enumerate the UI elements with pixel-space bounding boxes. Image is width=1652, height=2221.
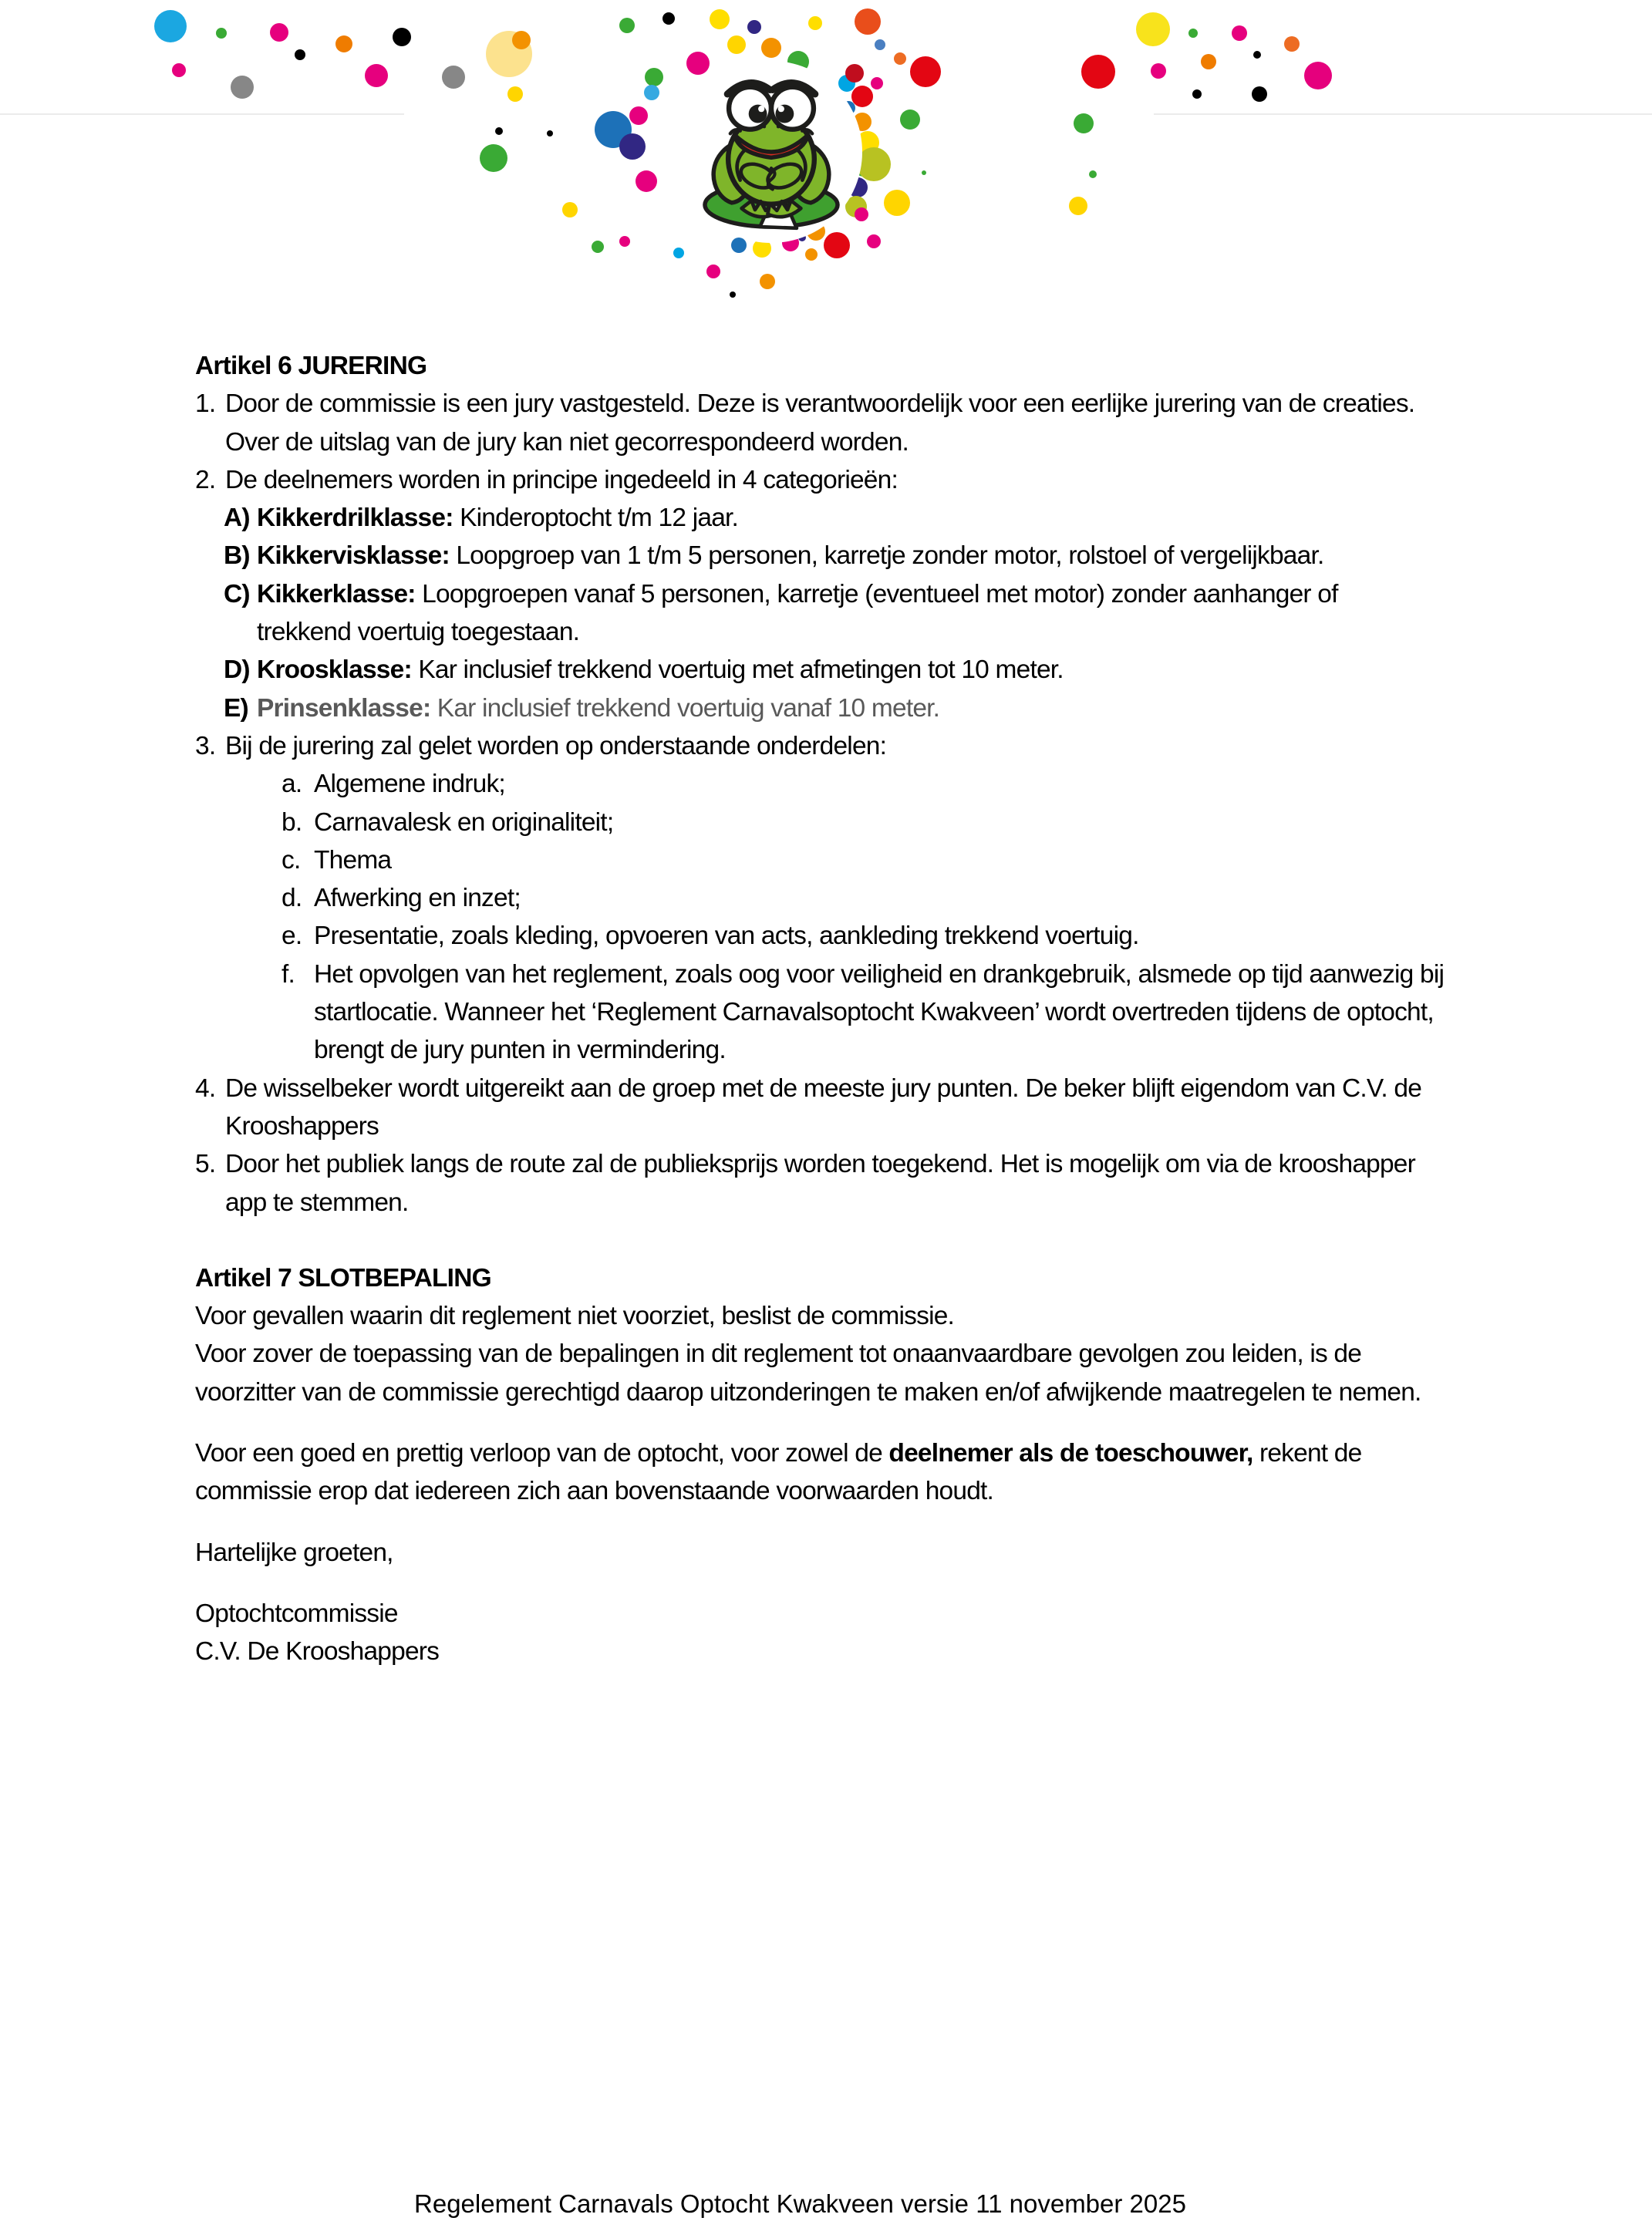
paragraph: [195, 1434, 1458, 1511]
paragraph-text: [195, 1297, 1458, 1335]
text-run: Voor gevallen waarin dit reglement niet voorziet, beslist de commissie.: [195, 1302, 955, 1331]
confetti-dot: [495, 127, 503, 135]
confetti-dot: [1069, 197, 1087, 215]
list-text: [225, 727, 1458, 765]
confetti-dot: [1304, 62, 1332, 89]
blank-line: [195, 1222, 1458, 1259]
confetti-dot: [922, 170, 926, 175]
paragraph: [195, 1297, 1458, 1335]
list-item: [195, 537, 1458, 575]
confetti-dot: [730, 292, 736, 298]
confetti-dot: [867, 234, 881, 248]
confetti-dot: [592, 241, 604, 253]
list-item: [195, 879, 1458, 917]
list-text: [314, 879, 1458, 917]
text-run: Kikkerklasse:: [257, 579, 416, 608]
text-run: Presentatie, zoals kleding, opvoeren van acts, aankleding trekkend voertuig.: [314, 922, 1139, 951]
list-text: [257, 575, 1414, 652]
list-item: [195, 461, 1458, 499]
list-item: [195, 917, 1458, 955]
confetti-dot: [562, 202, 578, 217]
confetti-dot: [231, 76, 254, 99]
list-marker: D): [224, 656, 250, 685]
text-run: Thema: [314, 845, 392, 875]
confetti-dot: [855, 8, 881, 35]
confetti-dot: [710, 9, 730, 29]
text-run: Kar inclusief trekkend voertuig vanaf 10 meter.: [430, 693, 940, 723]
article-heading: Artikel 6 JURERING: [195, 352, 427, 380]
text-run: Loopgroepen vanaf 5 personen, karretje (eventueel met motor) zonder aanhanger of trekkend voertuig toegestaan.: [257, 579, 1338, 647]
text-run: Kroosklasse:: [257, 656, 412, 685]
list-marker: f.: [282, 959, 295, 989]
confetti-dot: [619, 133, 646, 160]
list-item: [195, 575, 1458, 652]
list-item: [195, 499, 1458, 537]
list-text: [225, 1070, 1458, 1146]
confetti-dot: [335, 35, 352, 52]
confetti-dot: [673, 248, 684, 258]
confetti-dot: [172, 63, 186, 77]
confetti-dot: [629, 106, 648, 125]
list-marker: d.: [282, 884, 302, 913]
confetti-dot: [442, 66, 465, 89]
confetti-dot: [760, 274, 775, 289]
list-marker: 3.: [195, 731, 216, 760]
text-run: De wisselbeker wordt uitgereikt aan de groep met de meeste jury punten. De beker blijft eigendom van C.V. de Krooshappers: [225, 1073, 1422, 1141]
list-item: [195, 1070, 1458, 1146]
text-run: Afwerking en inzet;: [314, 884, 521, 913]
confetti-dot: [480, 144, 507, 172]
confetti-dot: [547, 130, 553, 136]
text-run: Voor zover de toepassing van de bepalingen in dit reglement tot onaanvaardbare gevolgen zou leiden, is de voorzitter van de commissie gerechtigd daarop uitzonderingen te maken en/of afwijkende maatregelen te nemen.: [195, 1340, 1421, 1407]
list-item: [195, 385, 1458, 461]
list-text: [257, 499, 1414, 537]
list-marker: e.: [282, 922, 302, 951]
confetti-dot: [365, 64, 388, 87]
confetti-dot: [216, 28, 227, 39]
header-edge-line-right: [1154, 113, 1652, 115]
text-run: Optochtcommissie: [195, 1599, 398, 1628]
confetti-dot: [808, 16, 822, 30]
confetti-dot: [727, 35, 746, 54]
list-marker: C): [224, 579, 250, 608]
list-item: [195, 727, 1458, 765]
confetti-dot: [875, 39, 885, 50]
list-text: [225, 461, 1458, 499]
list-text: [257, 537, 1414, 575]
page-footer: [0, 2189, 1600, 2219]
list-item: [195, 955, 1458, 1070]
list-text: [257, 651, 1414, 689]
paragraph-text: [195, 1633, 1458, 1670]
list-text: [257, 689, 1414, 727]
confetti-dot: [1074, 113, 1094, 133]
list-text: [225, 385, 1458, 461]
club-logo-circle: [680, 61, 862, 243]
confetti-header: [0, 0, 1652, 332]
paragraph-text: [195, 1434, 1458, 1511]
list-item: [195, 1145, 1458, 1222]
list-item: [195, 841, 1458, 879]
frog-mascot-logo: [688, 69, 855, 235]
text-run: C.V. De Krooshappers: [195, 1637, 440, 1667]
confetti-dot: [871, 77, 883, 89]
text-run: Loopgroep van 1 t/m 5 personen, karretje zonder motor, rolstoel of vergelijkbaar.: [449, 541, 1324, 571]
list-item: [195, 689, 1458, 727]
text-run: deelnemer als de toeschouwer,: [888, 1439, 1253, 1468]
text-run: Kinderoptocht t/m 12 jaar.: [453, 504, 739, 533]
confetti-dot: [619, 18, 635, 33]
confetti-dot: [706, 265, 720, 278]
list-item: [195, 804, 1458, 841]
confetti-dot: [270, 23, 288, 42]
text-run: Hartelijke groeten,: [195, 1538, 393, 1567]
paragraph: [195, 1633, 1458, 1670]
paragraph-text: [195, 1595, 1458, 1633]
blank-line: [195, 1411, 1458, 1434]
confetti-dot: [910, 56, 941, 87]
paragraph: [195, 1534, 1458, 1572]
confetti-dot: [851, 86, 873, 107]
paragraph-text: [195, 1534, 1458, 1572]
confetti-dot: [644, 85, 659, 100]
confetti-dot: [1081, 55, 1115, 89]
text-run: Bij de jurering zal gelet worden op onderstaande onderdelen:: [225, 731, 887, 760]
confetti-dot: [900, 110, 920, 130]
confetti-dot: [894, 52, 906, 65]
list-marker: b.: [282, 807, 302, 837]
confetti-dot: [1284, 36, 1300, 52]
confetti-dot: [636, 170, 657, 192]
confetti-dot: [761, 38, 781, 58]
confetti-dot: [645, 68, 663, 86]
article-heading: Artikel 7 SLOTBEPALING: [195, 1263, 491, 1292]
confetti-dot: [154, 10, 187, 42]
text-run: De deelnemers worden in principe ingedeeld in 4 categorieën:: [225, 465, 898, 494]
confetti-dot: [1232, 25, 1247, 41]
confetti-dot: [1136, 12, 1170, 46]
blank-line: [195, 1572, 1458, 1595]
list-item: [195, 765, 1458, 803]
paragraph: [195, 1595, 1458, 1633]
confetti-dot: [747, 20, 761, 34]
confetti-dot: [512, 31, 531, 49]
confetti-dot: [662, 12, 675, 25]
confetti-dot: [1188, 29, 1198, 38]
confetti-dot: [805, 248, 818, 261]
list-text: [314, 841, 1458, 879]
document-text: [195, 347, 1458, 1671]
confetti-dot: [1192, 89, 1202, 99]
list-marker: A): [224, 504, 250, 533]
footer-text: Regelement Carnavals Optocht Kwakveen versie 11 november 2025: [414, 2189, 1186, 2218]
confetti-dot: [824, 232, 850, 258]
confetti-dot: [1252, 86, 1267, 102]
confetti-dot: [1089, 170, 1097, 178]
confetti-dot: [619, 236, 630, 247]
confetti-dot: [731, 238, 747, 253]
text-run: Prinsenklasse:: [257, 693, 431, 723]
list-marker: B): [224, 541, 250, 571]
confetti-dot: [1201, 54, 1216, 69]
confetti-dot: [1253, 51, 1261, 59]
list-text: [225, 1145, 1458, 1222]
text-run: Carnavalesk en originaliteit;: [314, 807, 614, 837]
list-marker: c.: [282, 845, 301, 875]
confetti-dot: [884, 190, 910, 216]
blank-line: [195, 1511, 1458, 1534]
list-marker: 2.: [195, 465, 216, 494]
list-text: [314, 917, 1458, 955]
text-run: Kikkervisklasse:: [257, 541, 450, 571]
text-run: Kar inclusief trekkend voertuig met afmetingen tot 10 meter.: [411, 656, 1064, 685]
text-run: Kikkerdrilklasse:: [257, 504, 453, 533]
text-run: Door de commissie is een jury vastgesteld. Deze is verantwoordelijk voor een eerlijke jurering van de creaties. Over de uitslag van de jury kan niet gecorrespondeerd worden.: [225, 389, 1415, 457]
text-run: Algemene indruk;: [314, 770, 505, 799]
list-marker: 4.: [195, 1073, 216, 1103]
list-text: [314, 804, 1458, 841]
list-marker: 1.: [195, 389, 216, 419]
list-item: [195, 651, 1458, 689]
paragraph-text: [195, 1335, 1458, 1411]
text-run: Door het publiek langs de route zal de publieksprijs worden toegekend. Het is mogelijk om via de krooshapper app te stemmen.: [225, 1150, 1415, 1217]
list-marker: a.: [282, 770, 302, 799]
confetti-dot: [393, 28, 411, 46]
confetti-dot: [295, 49, 305, 60]
list-text: [314, 955, 1458, 1070]
list-marker: E): [224, 693, 248, 723]
confetti-dot: [1151, 63, 1166, 79]
text-run: Het opvolgen van het reglement, zoals oog voor veiligheid en drankgebruik, alsmede op tijd aanwezig bij startlocatie. Wanneer het ‘Reglement Carnavalsoptocht Kwakveen’ wordt overtreden tijdens de optocht, brengt de jury punten in vermindering.: [314, 959, 1445, 1065]
confetti-dot: [507, 86, 523, 102]
text-run: Voor een goed en prettig verloop van de optocht, voor zowel de: [195, 1439, 889, 1468]
header-edge-line-left: [0, 113, 404, 115]
list-text: [314, 765, 1458, 803]
paragraph: [195, 1335, 1458, 1411]
confetti-dot: [855, 207, 868, 221]
text-run: rekent de commissie erop dat iedereen zich aan bovenstaande voorwaarden houdt.: [195, 1439, 1362, 1506]
list-marker: 5.: [195, 1150, 216, 1179]
